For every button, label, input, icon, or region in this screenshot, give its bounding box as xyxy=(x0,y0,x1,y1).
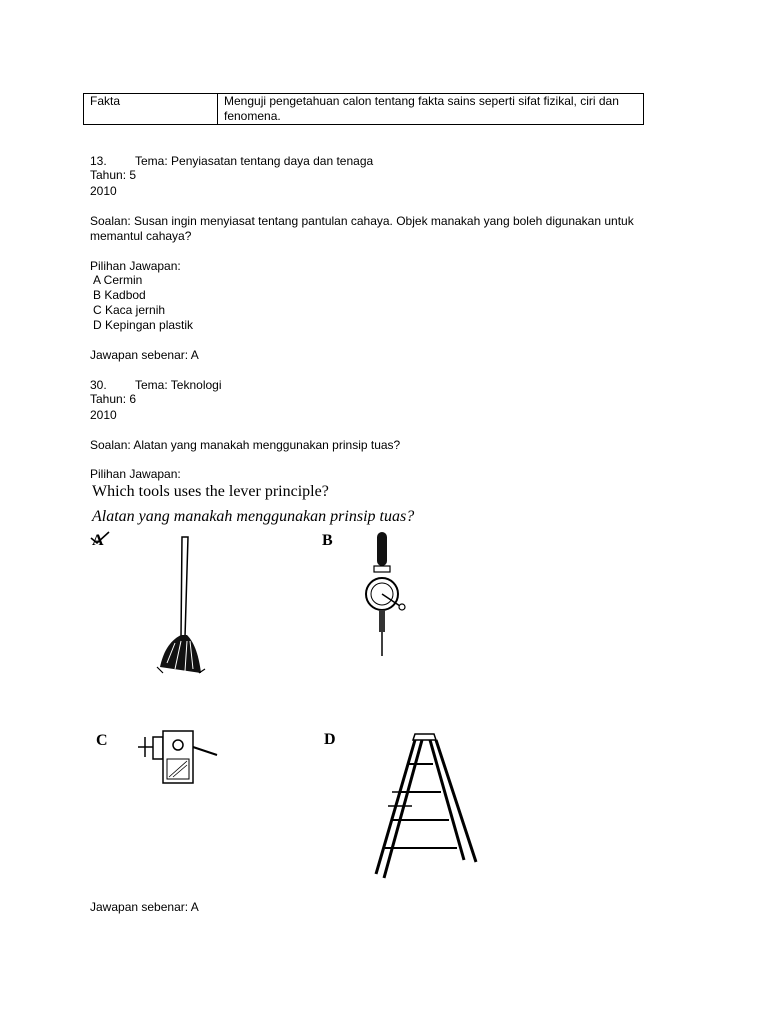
figure-option-c-label: C xyxy=(96,732,108,749)
q13-choice-c: C Kaca jernih xyxy=(93,303,166,317)
figure-question-english: Which tools uses the lever principle? xyxy=(92,483,329,500)
q13-exam-year: 2010 xyxy=(90,184,117,198)
table-row xyxy=(84,94,644,125)
broom-icon xyxy=(155,535,215,677)
q13-answer: Jawapan sebenar: A xyxy=(90,348,199,362)
q30-number: 30. xyxy=(90,378,107,392)
criteria-table xyxy=(83,93,644,125)
q13-choice-a: A Cermin xyxy=(93,273,143,287)
q13-choice-b: B Kadbod xyxy=(93,288,146,302)
answer-tick-icon xyxy=(88,530,112,546)
figure-option-b-label: B xyxy=(322,532,333,549)
q13-choices-heading: Pilihan Jawapan: xyxy=(90,259,181,273)
criteria-label: Fakta xyxy=(84,94,218,125)
q30-question: Soalan: Alatan yang manakah menggunakan prinsip tuas? xyxy=(90,438,401,452)
q13-choice-d: D Kepingan plastik xyxy=(93,318,194,332)
figure-question-malay: Alatan yang manakah menggunakan prinsip tuas? xyxy=(92,508,415,525)
criteria-description: Menguji pengetahuan calon tentang fakta sains seperti sifat fizikal, ciri dan fenomena. xyxy=(218,94,644,125)
q13-year: Tahun: 5 xyxy=(90,168,137,182)
q13-number: 13. xyxy=(90,154,107,168)
q13-question-line-2: memantul cahaya? xyxy=(90,229,192,243)
figure-option-a-label: A xyxy=(92,532,104,549)
stepladder-icon xyxy=(372,730,482,885)
q30-exam-year: 2010 xyxy=(90,408,117,422)
q30-theme: Tema: Teknologi xyxy=(135,378,222,392)
q30-choices-heading: Pilihan Jawapan: xyxy=(90,467,181,481)
q13-question-line-1: Soalan: Susan ingin menyiasat tentang pantulan cahaya. Objek manakah yang boleh digunakan untuk xyxy=(90,214,634,228)
hand-drill-icon xyxy=(360,530,410,658)
q30-year: Tahun: 6 xyxy=(90,392,137,406)
q13-theme: Tema: Penyiasatan tentang daya dan tenaga xyxy=(135,154,374,168)
figure-option-d-label: D xyxy=(324,731,336,748)
pencil-sharpener-icon xyxy=(135,723,225,793)
q30-answer: Jawapan sebenar: A xyxy=(90,900,199,914)
